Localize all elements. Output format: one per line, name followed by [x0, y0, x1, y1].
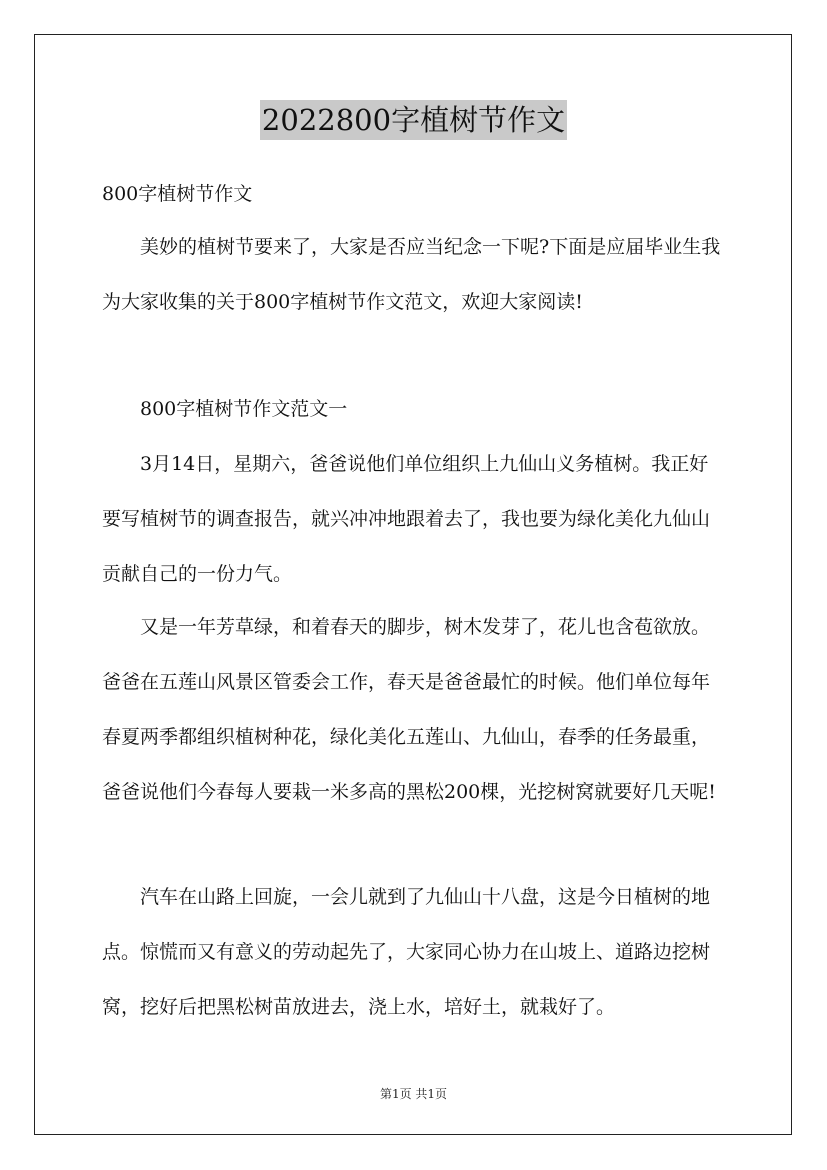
- page-footer: 第1页 共1页: [379, 1087, 448, 1101]
- section-heading: 800字植树节作文范文一: [140, 398, 348, 420]
- body-paragraph-2: 又是一年芳草绿，和着春天的脚步，树木发芽了，花儿也含苞欲放。爸爸在五莲山风景区管委会工作，春天是爸爸最忙的时候。他们单位每年春夏两季都组织植树种花，绿化美化五莲山、九仙山，春季的任务最重，爸爸说他们今春每人要栽一米多高的黑松200棵，光挖树窝就要好几天呢!: [102, 616, 716, 803]
- body-paragraph-3: 汽车在山路上回旋，一会儿就到了九仙山十八盘，这是今日植树的地点。惊慌而又有意义的劳动起先了，大家同心协力在山坡上、道路边挖树窝，挖好后把黑松树苗放进去，浇上水，培好土，就栽好了。: [102, 886, 711, 1018]
- document-subtitle: 800字植树节作文: [102, 183, 253, 205]
- intro-paragraph: 美妙的植树节要来了，大家是否应当纪念一下呢?下面是应届毕业生我为大家收集的关于800字植树节作文范文，欢迎大家阅读!: [102, 236, 721, 313]
- title-container: [0, 100, 827, 140]
- body-paragraph-1: 3月14日，星期六，爸爸说他们单位组织上九仙山义务植树。我正好要写植树节的调查报告，就兴冲冲地跟着去了，我也要为绿化美化九仙山贡献自己的一份力气。: [102, 453, 711, 585]
- document-title: 2022800字植树节作文: [260, 100, 567, 140]
